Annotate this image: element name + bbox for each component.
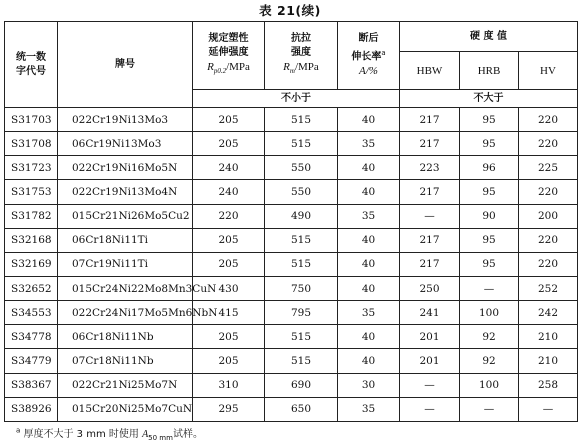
header-hardness: 硬 度 值 — [400, 22, 578, 52]
table-row — [5, 252, 578, 276]
cell-grade: 015Cr20Ni25Mo7CuN — [58, 397, 193, 421]
cell-hrb: — — [460, 397, 519, 421]
table-row — [5, 132, 578, 156]
cell-hv: 220 — [519, 132, 578, 156]
cell-hbw: — — [400, 397, 460, 421]
cell-yield: 205 — [193, 252, 265, 276]
table-title: 表 21(续) — [259, 3, 321, 18]
cell-yield: 240 — [193, 180, 265, 204]
cell-elongation: 30 — [338, 373, 400, 397]
cell-elongation: 35 — [338, 204, 400, 228]
cell-grade: 022Cr19Ni16Mo5N — [58, 156, 193, 180]
cell-tensile: 515 — [265, 325, 338, 349]
header-grade: 牌号 — [58, 22, 193, 108]
cell-hrb: 100 — [460, 301, 519, 325]
cell-grade: 022Cr21Ni25Mo7N — [58, 373, 193, 397]
cell-elongation: 35 — [338, 132, 400, 156]
cell-tensile: 795 — [265, 301, 338, 325]
cell-tensile: 515 — [265, 252, 338, 276]
cell-grade: 06Cr18Ni11Nb — [58, 325, 193, 349]
cell-hv: 220 — [519, 252, 578, 276]
cell-elongation: 40 — [338, 325, 400, 349]
cell-hv: 220 — [519, 228, 578, 252]
cell-elongation: 40 — [338, 156, 400, 180]
cell-hv: 220 — [519, 180, 578, 204]
cell-yield: 240 — [193, 156, 265, 180]
table-row — [5, 349, 578, 373]
cell-tensile: 515 — [265, 228, 338, 252]
cell-hbw: 217 — [400, 132, 460, 156]
cell-grade: 07Cr19Ni11Ti — [58, 252, 193, 276]
cell-grade: 022Cr19Ni13Mo3 — [58, 108, 193, 132]
header-not-more: 不大于 — [400, 90, 578, 108]
cell-grade: 06Cr18Ni11Ti — [58, 228, 193, 252]
cell-hrb: 92 — [460, 349, 519, 373]
table-row — [5, 156, 578, 180]
cell-yield: 205 — [193, 132, 265, 156]
cell-grade: 015Cr24Ni22Mo8Mn3CuN — [58, 276, 193, 300]
cell-tensile: 550 — [265, 180, 338, 204]
cell-elongation: 40 — [338, 180, 400, 204]
cell-code: S31723 — [5, 156, 58, 180]
table-row — [5, 373, 578, 397]
cell-hbw: 201 — [400, 349, 460, 373]
header-hbw: HBW — [400, 52, 460, 90]
cell-tensile: 515 — [265, 349, 338, 373]
cell-hv: 258 — [519, 373, 578, 397]
table-row — [5, 301, 578, 325]
cell-elongation: 40 — [338, 252, 400, 276]
cell-tensile: 690 — [265, 373, 338, 397]
cell-elongation: 40 — [338, 276, 400, 300]
cell-hv: 220 — [519, 108, 578, 132]
cell-tensile: 750 — [265, 276, 338, 300]
cell-grade: 07Cr18Ni11Nb — [58, 349, 193, 373]
cell-grade: 022Cr24Ni17Mo5Mn6NbN — [58, 301, 193, 325]
cell-hv: 242 — [519, 301, 578, 325]
cell-elongation: 35 — [338, 301, 400, 325]
cell-code: S32169 — [5, 252, 58, 276]
cell-hbw: 250 — [400, 276, 460, 300]
cell-grade: 022Cr19Ni13Mo4N — [58, 180, 193, 204]
cell-hrb: 90 — [460, 204, 519, 228]
cell-yield: 205 — [193, 228, 265, 252]
table-row — [5, 180, 578, 204]
cell-hv: 252 — [519, 276, 578, 300]
cell-yield: 205 — [193, 108, 265, 132]
cell-hv: 210 — [519, 349, 578, 373]
cell-yield: 415 — [193, 301, 265, 325]
cell-elongation: 40 — [338, 228, 400, 252]
cell-elongation: 40 — [338, 349, 400, 373]
header-elongation: 断后 伸长率$^a$ A/% — [338, 22, 400, 90]
footnote: $^a$ 厚度不大于 3 mm 时使用 $A_{50 mm}$试样。 — [16, 426, 203, 442]
cell-hrb: 95 — [460, 108, 519, 132]
cell-hv: — — [519, 397, 578, 421]
cell-hrb: 95 — [460, 228, 519, 252]
table-row — [5, 397, 578, 421]
cell-code: S31708 — [5, 132, 58, 156]
cell-code: S31782 — [5, 204, 58, 228]
cell-hbw: 241 — [400, 301, 460, 325]
cell-hrb: 96 — [460, 156, 519, 180]
cell-hrb: 95 — [460, 132, 519, 156]
cell-elongation: 40 — [338, 108, 400, 132]
cell-yield: 310 — [193, 373, 265, 397]
cell-yield: 205 — [193, 349, 265, 373]
header-hv: HV — [519, 52, 578, 90]
cell-hbw: 217 — [400, 228, 460, 252]
cell-grade: 06Cr19Ni13Mo3 — [58, 132, 193, 156]
cell-yield: 430 — [193, 276, 265, 300]
header-yield: 规定塑性 延伸强度 $R_{p0.2}$/MPa — [193, 22, 265, 90]
cell-hv: 200 — [519, 204, 578, 228]
cell-code: S38367 — [5, 373, 58, 397]
cell-elongation: 35 — [338, 397, 400, 421]
header-code: 统一数 字代号 — [5, 22, 58, 108]
cell-code: S31703 — [5, 108, 58, 132]
cell-hrb: 95 — [460, 252, 519, 276]
cell-hbw: 217 — [400, 180, 460, 204]
cell-tensile: 650 — [265, 397, 338, 421]
table-row — [5, 228, 578, 252]
cell-tensile: 515 — [265, 108, 338, 132]
cell-code: S32168 — [5, 228, 58, 252]
cell-hbw: 201 — [400, 325, 460, 349]
header-tensile: 抗拉 强度 $R_m$/MPa — [265, 22, 338, 90]
cell-hrb: — — [460, 276, 519, 300]
cell-hrb: 95 — [460, 180, 519, 204]
cell-yield: 205 — [193, 325, 265, 349]
cell-hrb: 92 — [460, 325, 519, 349]
table-row — [5, 325, 578, 349]
table-row — [5, 108, 578, 132]
cell-hv: 225 — [519, 156, 578, 180]
cell-code: S32652 — [5, 276, 58, 300]
header-hrb: HRB — [460, 52, 519, 90]
cell-code: S34779 — [5, 349, 58, 373]
cell-hv: 210 — [519, 325, 578, 349]
cell-grade: 015Cr21Ni26Mo5Cu2 — [58, 204, 193, 228]
cell-code: S34553 — [5, 301, 58, 325]
cell-tensile: 515 — [265, 132, 338, 156]
cell-yield: 220 — [193, 204, 265, 228]
table-row — [5, 204, 578, 228]
cell-hbw: — — [400, 373, 460, 397]
cell-hbw: 223 — [400, 156, 460, 180]
properties-table — [4, 21, 578, 422]
cell-hbw: 217 — [400, 252, 460, 276]
cell-yield: 295 — [193, 397, 265, 421]
cell-tensile: 490 — [265, 204, 338, 228]
cell-hbw: — — [400, 204, 460, 228]
cell-hrb: 100 — [460, 373, 519, 397]
cell-tensile: 550 — [265, 156, 338, 180]
cell-code: S34778 — [5, 325, 58, 349]
cell-hbw: 217 — [400, 108, 460, 132]
cell-code: S31753 — [5, 180, 58, 204]
header-not-less: 不小于 — [193, 90, 400, 108]
table-row — [5, 276, 578, 300]
cell-code: S38926 — [5, 397, 58, 421]
